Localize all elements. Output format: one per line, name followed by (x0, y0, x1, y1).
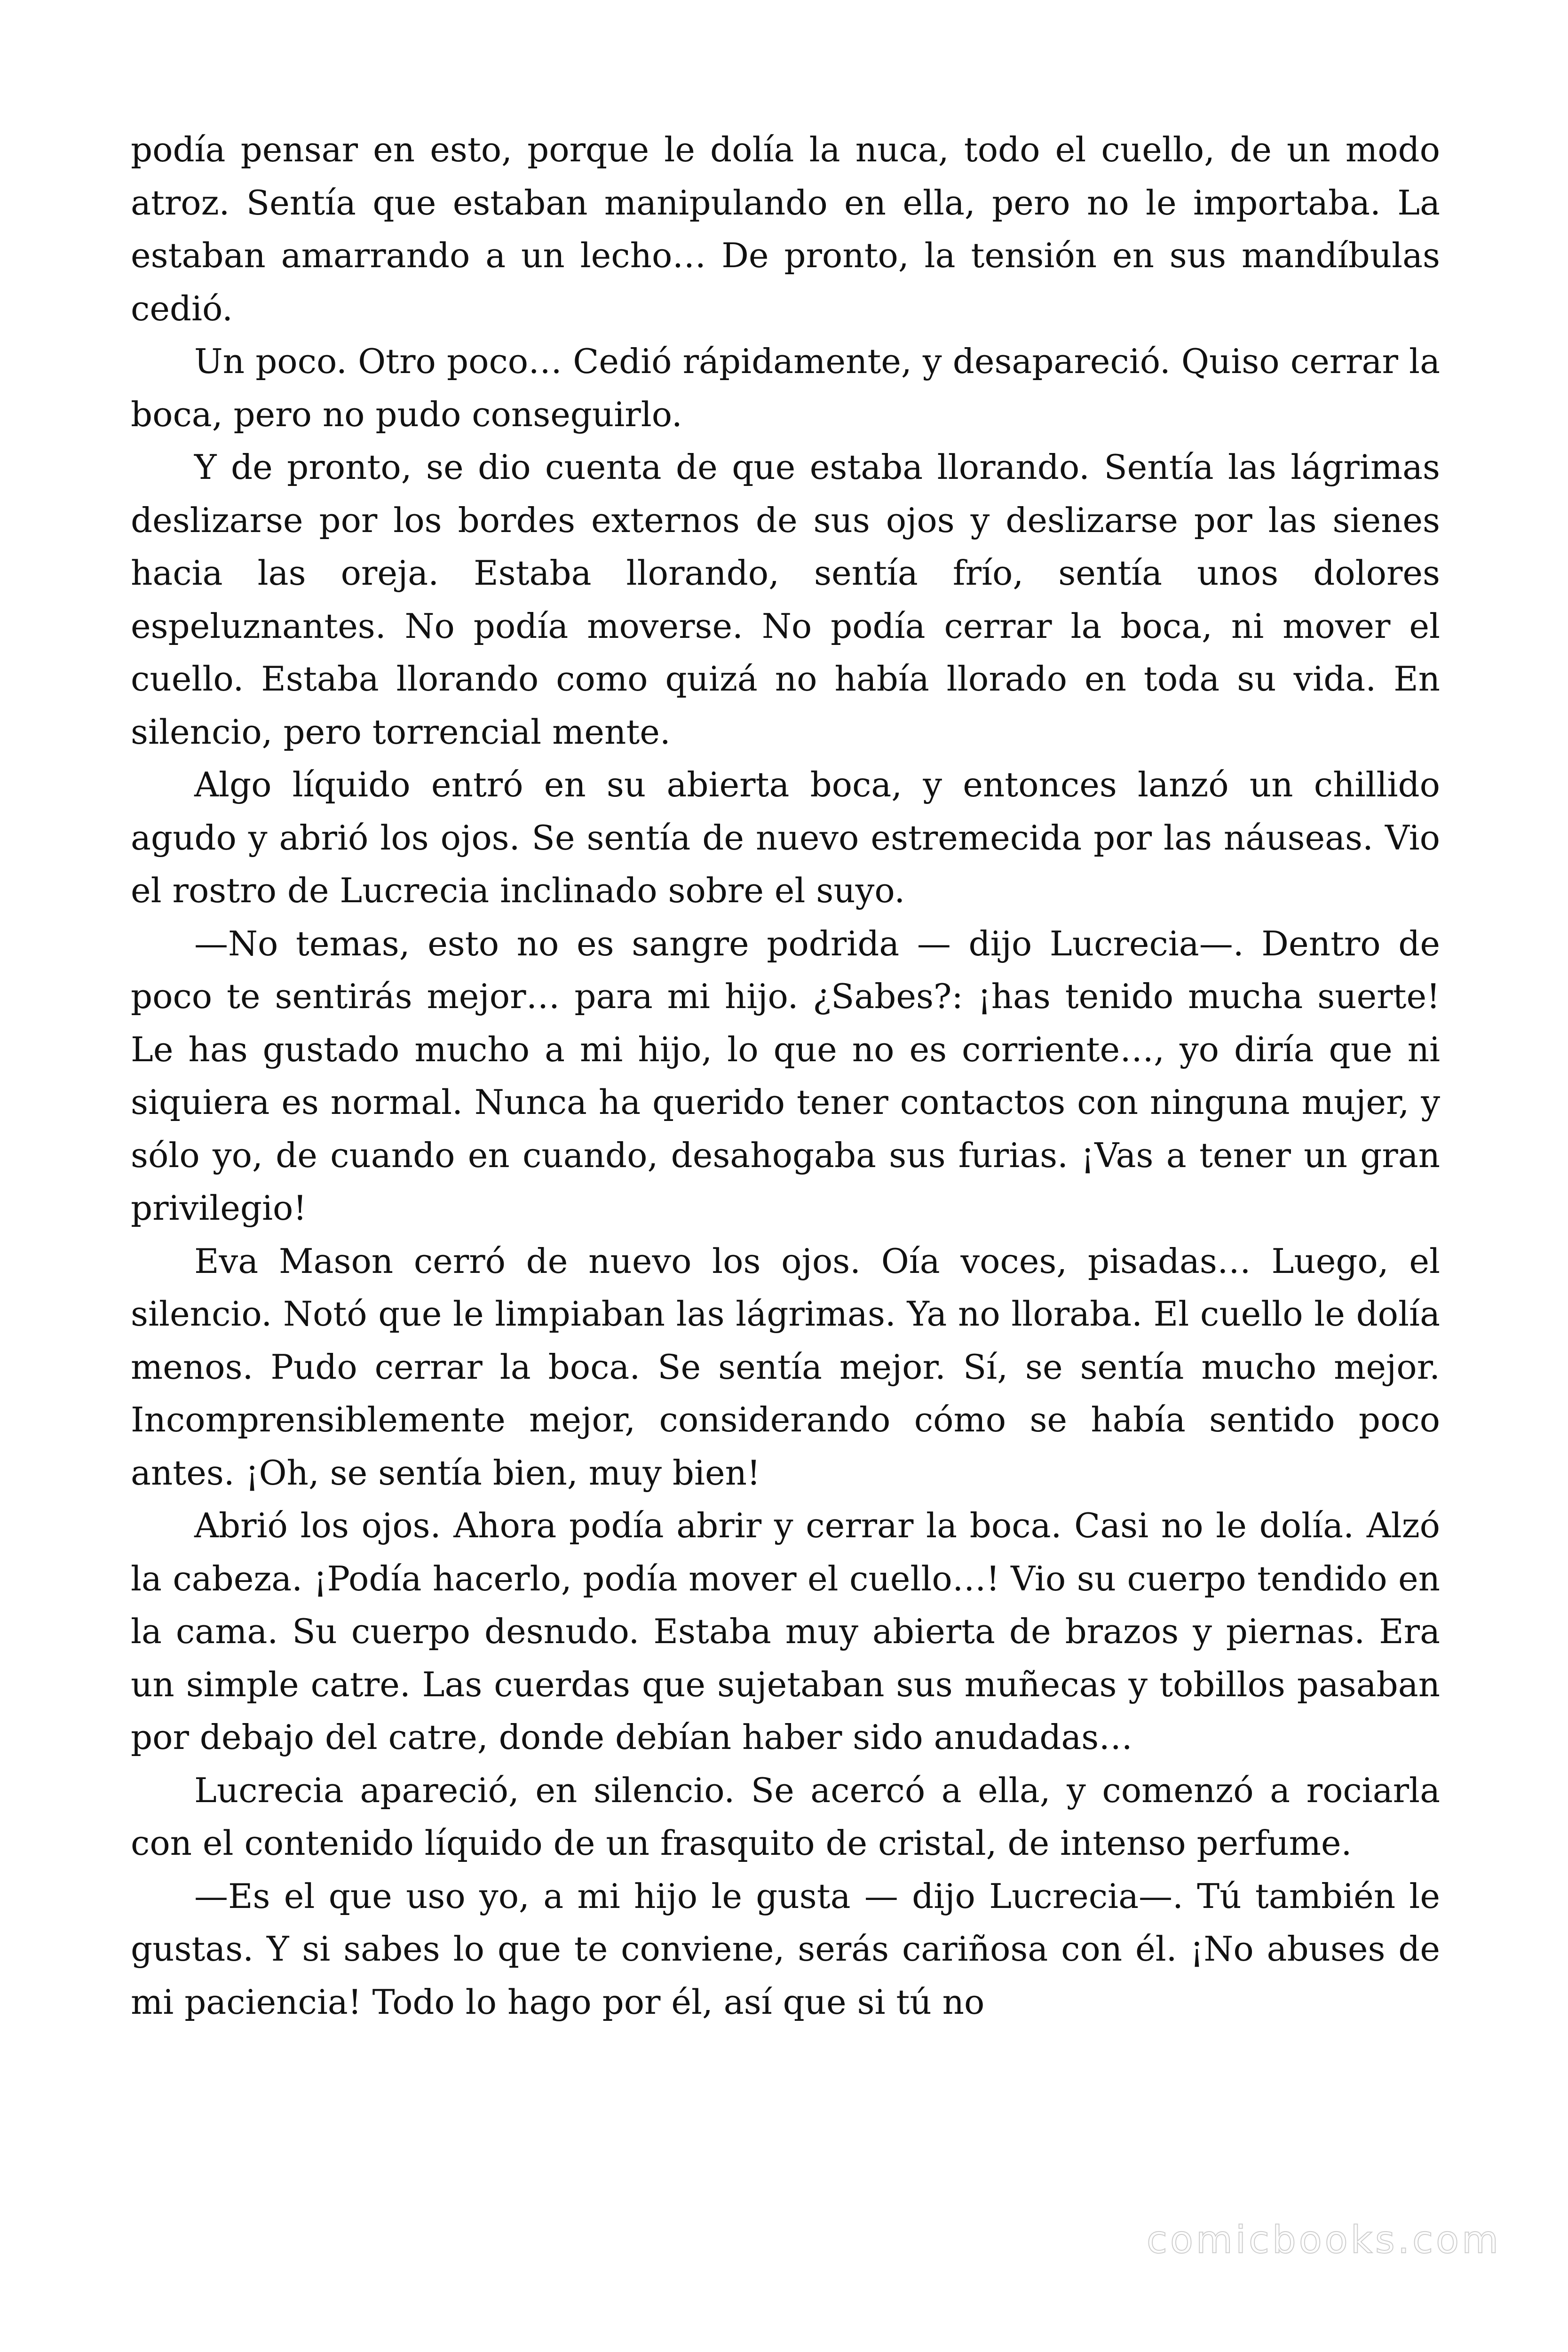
paragraph-1: podía pensar en esto, porque le dolía la nuca, todo el cuello, de un modo atroz. Sentía que estaban manipulando en ella, pero no le importaba. La estaban amarrando a un lecho… De pronto, la tensión en sus mandíbulas cedió. (131, 130, 1440, 328)
paragraph-9: —Es el que uso yo, a mi hijo le gusta — dijo Lucrecia—. Tú también le gustas. Y si sabes lo que te conviene, serás cariñosa con él. ¡No abuses de mi paciencia! Todo lo hago por él, así que si tú no (131, 1876, 1440, 2022)
paragraph-5: —No temas, esto no es sangre podrida — dijo Lucrecia—. Dentro de poco te sentirás mejor… para mi hijo. ¿Sabes?: ¡has tenido mucha suerte! Le has gustado mucho a mi hijo, lo que no es corriente…, yo diría que ni siquiera es normal. Nunca ha querido tener contactos con ninguna mujer, y sólo yo, de cuando en cuando, desahogaba sus furias. ¡Vas a tener un gran privilegio! (131, 923, 1440, 1228)
paragraph-7: Abrió los ojos. Ahora podía abrir y cerrar la boca. Casi no le dolía. Alzó la cabeza. ¡Podía hacerlo, podía mover el cuello…! Vio su cuerpo tendido en la cama. Su cuerpo desnudo. Estaba muy abierta de brazos y piernas. Era un simple catre. Las cuerdas que sujetaban sus muñecas y tobillos pasaban por debajo del catre, donde debían haber sido anudadas… (131, 1506, 1440, 1757)
paragraph-8: Lucrecia apareció, en silencio. Se acercó a ella, y comenzó a rociarla con el contenido líquido de un frasquito de cristal, de intenso perfume. (131, 1770, 1440, 1863)
watermark: comicbooks.com (1146, 2218, 1501, 2262)
paragraph-4: Algo líquido entró en su abierta boca, y entonces lanzó un chillido agudo y abrió los ojos. Se sentía de nuevo estremecida por las náuseas. Vio el rostro de Lucrecia inclinado sobre el suyo. (131, 765, 1440, 910)
paragraph-3: Y de pronto, se dio cuenta de que estaba llorando. Sentía las lágrimas deslizarse por los bordes externos de sus ojos y deslizarse por las sienes hacia las oreja. Estaba llorando, sentía frío, sentía unos dolores espeluznantes. No podía moverse. No podía cerrar la boca, ni mover el cuello. Estaba llorando como quizá no había llorado en toda su vida. En silencio, pero torrencial mente. (131, 447, 1440, 752)
body-text (131, 123, 1440, 2028)
paragraph-2: Un poco. Otro poco… Cedió rápidamente, y desapareció. Quiso cerrar la boca, pero no pudo conseguirlo. (131, 342, 1440, 434)
paragraph-6: Eva Mason cerró de nuevo los ojos. Oía voces, pisadas… Luego, el silencio. Notó que le limpiaban las lágrimas. Ya no lloraba. El cuello le dolía menos. Pudo cerrar la boca. Se sentía mejor. Sí, se sentía mucho mejor. Incomprensiblemente mejor, considerando cómo se había sentido poco antes. ¡Oh, se sentía bien, muy bien! (131, 1241, 1440, 1493)
